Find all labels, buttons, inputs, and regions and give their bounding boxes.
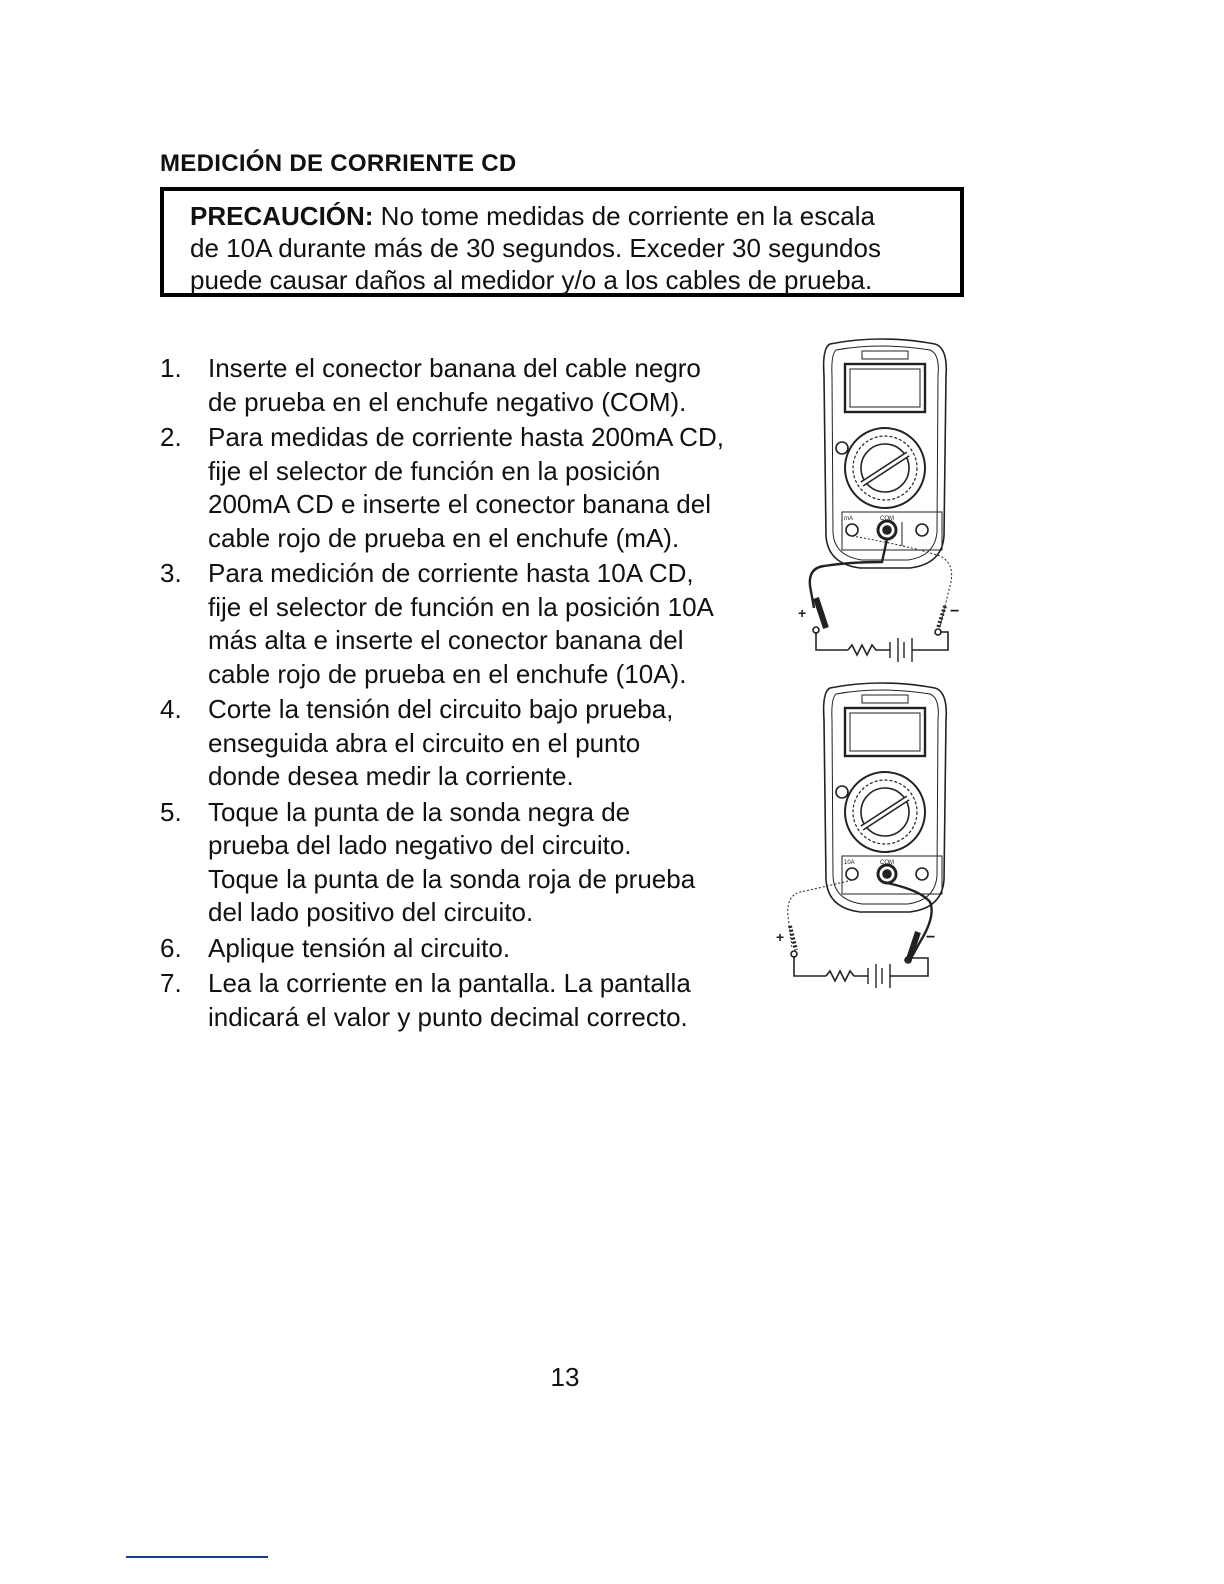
fig1-jack-mid-label: COM [880,516,894,522]
caution-line-3: puede causar daños al medidor y/o a los cables de prueba. [190,265,873,295]
step-text-line: más alta e inserte el conector banana del [208,625,684,655]
fig2-jack-left-label: 10A [844,860,855,866]
fig1-jack-left-label: mA [844,516,853,522]
step-text-line: Aplique tensión al circuito. [208,932,511,963]
footer-rule [126,1556,268,1558]
step-number: 5. [160,796,182,827]
step-item [160,932,780,966]
step-text [208,693,780,794]
step-text-line: Toque la punta de la sonda negra de [208,796,631,827]
step-number: 3. [160,558,182,588]
step-text-line: Para medidas de corriente hasta 200mA CD, [208,422,724,452]
battery-symbol [868,964,890,988]
step-text-line: donde desea medir la corriente. [208,761,574,791]
jack-ma [846,524,858,536]
circuit-wire [816,632,848,650]
step-text-line: de prueba en el enchufe negativo (COM). [208,386,687,417]
caution-line-1 [190,200,950,232]
step-item [160,967,780,1034]
step-item [160,421,780,555]
fig2-minus-sign: − [926,929,936,946]
steps-list [160,352,780,1036]
multimeter-10a-figure [770,680,950,1000]
fig2-plus-sign: + [776,929,785,945]
page-title: MEDICIÓN DE CORRIENTE CD [160,150,517,177]
step-text-line: indicará el valor y punto decimal correcto. [208,1001,688,1032]
multimeter-ma-figure [790,336,970,666]
step-text [208,967,780,1034]
step-text-line: enseguida abra el circuito en el punto [208,727,641,758]
caution-line-1-text: No tome medidas de corriente en la escala [373,201,875,231]
step-text-line: fije el selector de función en la posición 10A [208,591,714,622]
step-text [208,557,780,691]
step-text-line: Inserte el conector banana del cable negro [208,353,701,383]
step-text-line: cable rojo de prueba en el enchufe (mA). [208,522,680,553]
meter-display [845,708,925,756]
meter-display [845,364,925,412]
step-number: 1. [160,353,182,383]
step-item [160,693,780,794]
jack-v [916,524,928,536]
black-lead [810,539,887,608]
step-item [160,796,780,930]
step-text [208,796,780,930]
circuit-wire [794,956,826,976]
step-text-line: cable rojo de prueba en el enchufe (10A). [208,658,687,689]
step-text-line: Toque la punta de la sonda roja de prueba [208,863,696,894]
step-number: 6. [160,932,182,963]
step-text-line: Corte la tensión del circuito bajo prueba, [208,694,674,724]
battery-symbol [890,638,912,662]
step-text-line: 200mA CD e inserte el conector banana del [208,489,711,519]
step-text [208,421,780,555]
step-item [160,352,780,419]
step-item [160,557,780,691]
step-text-line: prueba del lado negativo del circuito. [208,830,632,860]
step-number: 2. [160,422,182,452]
resistor-symbol [848,645,890,655]
step-number: 4. [160,694,182,724]
page-number: 13 [550,1362,580,1392]
jack-10a [846,868,858,880]
step-text-line: fije el selector de función en la posición [208,455,661,486]
step-text [208,932,780,966]
caution-label: PRECAUCIÓN: [190,201,374,231]
fig1-minus-sign: − [950,603,960,620]
resistor-symbol [826,971,868,981]
caution-box [160,187,964,297]
step-text [208,352,780,419]
step-text-line: del lado positivo del circuito. [208,897,534,927]
step-text-line: Lea la corriente en la pantalla. La pantalla [208,968,691,998]
jack-v [916,868,928,880]
step-text-line: Para medición de corriente hasta 10A CD, [208,558,694,588]
fig2-jack-mid-label: COM [880,860,894,866]
red-lead [887,883,932,960]
caution-line-2: de 10A durante más de 30 segundos. Exceder 30 segundos [190,233,881,263]
step-number: 7. [160,968,182,998]
fig1-plus-sign: + [798,605,807,621]
